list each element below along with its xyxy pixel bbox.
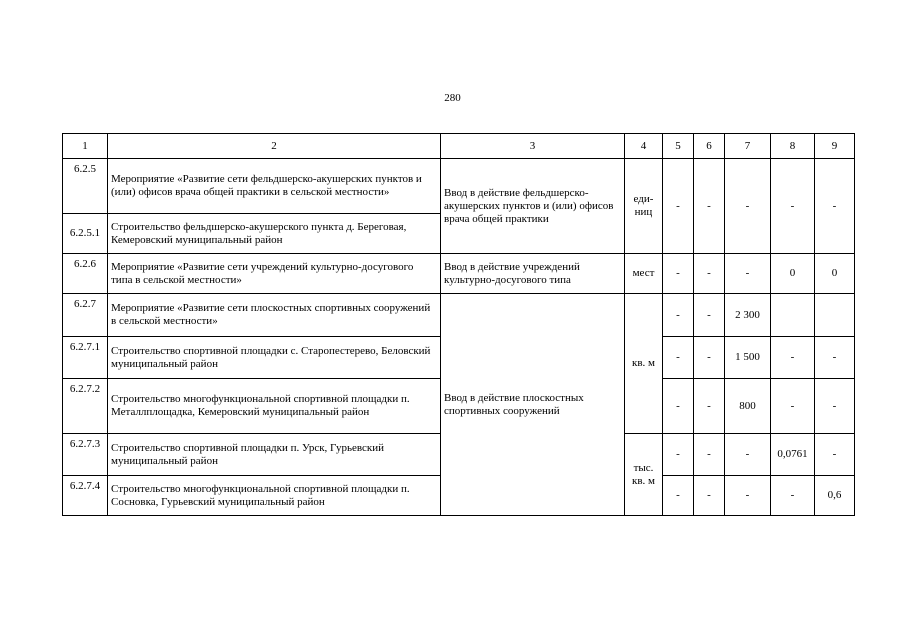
row-value-9: - — [815, 159, 855, 254]
row-name: Строительство многофункциональной спортивной площадки п. Металлплощадка, Кемеровский муниципальный район — [108, 379, 441, 434]
row-name: Мероприятие «Развитие сети фельдшерско-акушерских пунктов и (или) офисов врача общей практики в сельской местности» — [108, 159, 441, 214]
row-value-7: - — [725, 159, 771, 254]
row-value-9 — [815, 294, 855, 337]
row-unit: кв. м — [625, 294, 663, 434]
row-number: 6.2.7.2 — [63, 379, 108, 434]
program-table — [62, 133, 855, 516]
row-value-9: - — [815, 337, 855, 379]
row-number: 6.2.7 — [63, 294, 108, 337]
header-cell-6: 6 — [694, 134, 725, 159]
header-cell-4: 4 — [625, 134, 663, 159]
row-indicator: Ввод в действие плоскостных спортивных сооружений — [441, 294, 625, 516]
row-value-7: 800 — [725, 379, 771, 434]
row-value-5: - — [663, 254, 694, 294]
row-name: Мероприятие «Развитие сети учреждений культурно-досугового типа в сельской местности» — [108, 254, 441, 294]
row-value-7: 1 500 — [725, 337, 771, 379]
row-number: 6.2.6 — [63, 254, 108, 294]
row-value-6: - — [694, 337, 725, 379]
row-value-6: - — [694, 254, 725, 294]
row-name: Строительство спортивной площадки с. Старопестерево, Беловский муниципальный район — [108, 337, 441, 379]
row-value-6: - — [694, 159, 725, 254]
header-cell-1: 1 — [63, 134, 108, 159]
header-cell-9: 9 — [815, 134, 855, 159]
row-number: 6.2.5 — [63, 159, 108, 214]
header-cell-3: 3 — [441, 134, 625, 159]
row-value-9: - — [815, 434, 855, 476]
row-value-9: 0 — [815, 254, 855, 294]
table-row — [63, 294, 855, 337]
table-row — [63, 159, 855, 214]
row-value-5: - — [663, 337, 694, 379]
row-name: Строительство многофункциональной спортивной площадки п. Сосновка, Гурьевский муниципальный район — [108, 476, 441, 516]
row-number: 6.2.7.4 — [63, 476, 108, 516]
header-cell-8: 8 — [771, 134, 815, 159]
row-value-7: - — [725, 254, 771, 294]
row-number: 6.2.7.3 — [63, 434, 108, 476]
row-unit: тыс. кв. м — [625, 434, 663, 516]
row-value-9: 0,6 — [815, 476, 855, 516]
row-number: 6.2.7.1 — [63, 337, 108, 379]
row-value-5: - — [663, 434, 694, 476]
row-value-8: - — [771, 337, 815, 379]
row-name: Строительство спортивной площадки п. Урск, Гурьевский муниципальный район — [108, 434, 441, 476]
row-value-7: - — [725, 476, 771, 516]
row-value-5: - — [663, 476, 694, 516]
header-cell-7: 7 — [725, 134, 771, 159]
row-unit: мест — [625, 254, 663, 294]
row-name: Строительство фельдшерско-акушерского пункта д. Береговая, Кемеровский муниципальный район — [108, 214, 441, 254]
row-number: 6.2.5.1 — [63, 214, 108, 254]
row-value-7: - — [725, 434, 771, 476]
row-value-7: 2 300 — [725, 294, 771, 337]
row-value-8: 0,0761 — [771, 434, 815, 476]
row-name: Мероприятие «Развитие сети плоскостных спортивных сооружений в сельской местности» — [108, 294, 441, 337]
row-value-6: - — [694, 476, 725, 516]
row-value-6: - — [694, 434, 725, 476]
row-indicator: Ввод в действие фельдшерско-акушерских пунктов и (или) офисов врача общей практики — [441, 159, 625, 254]
row-value-5: - — [663, 379, 694, 434]
row-value-6: - — [694, 294, 725, 337]
row-value-5: - — [663, 294, 694, 337]
header-row — [63, 134, 855, 159]
row-indicator: Ввод в действие учреждений культурно-досугового типа — [441, 254, 625, 294]
table-row — [63, 254, 855, 294]
header-cell-5: 5 — [663, 134, 694, 159]
row-value-6: - — [694, 379, 725, 434]
row-value-8: - — [771, 379, 815, 434]
header-cell-2: 2 — [108, 134, 441, 159]
row-value-8: - — [771, 476, 815, 516]
row-unit: еди-ниц — [625, 159, 663, 254]
row-value-5: - — [663, 159, 694, 254]
row-value-8: 0 — [771, 254, 815, 294]
row-value-9: - — [815, 379, 855, 434]
page-number: 280 — [444, 92, 461, 104]
row-value-8: - — [771, 159, 815, 254]
row-value-8 — [771, 294, 815, 337]
